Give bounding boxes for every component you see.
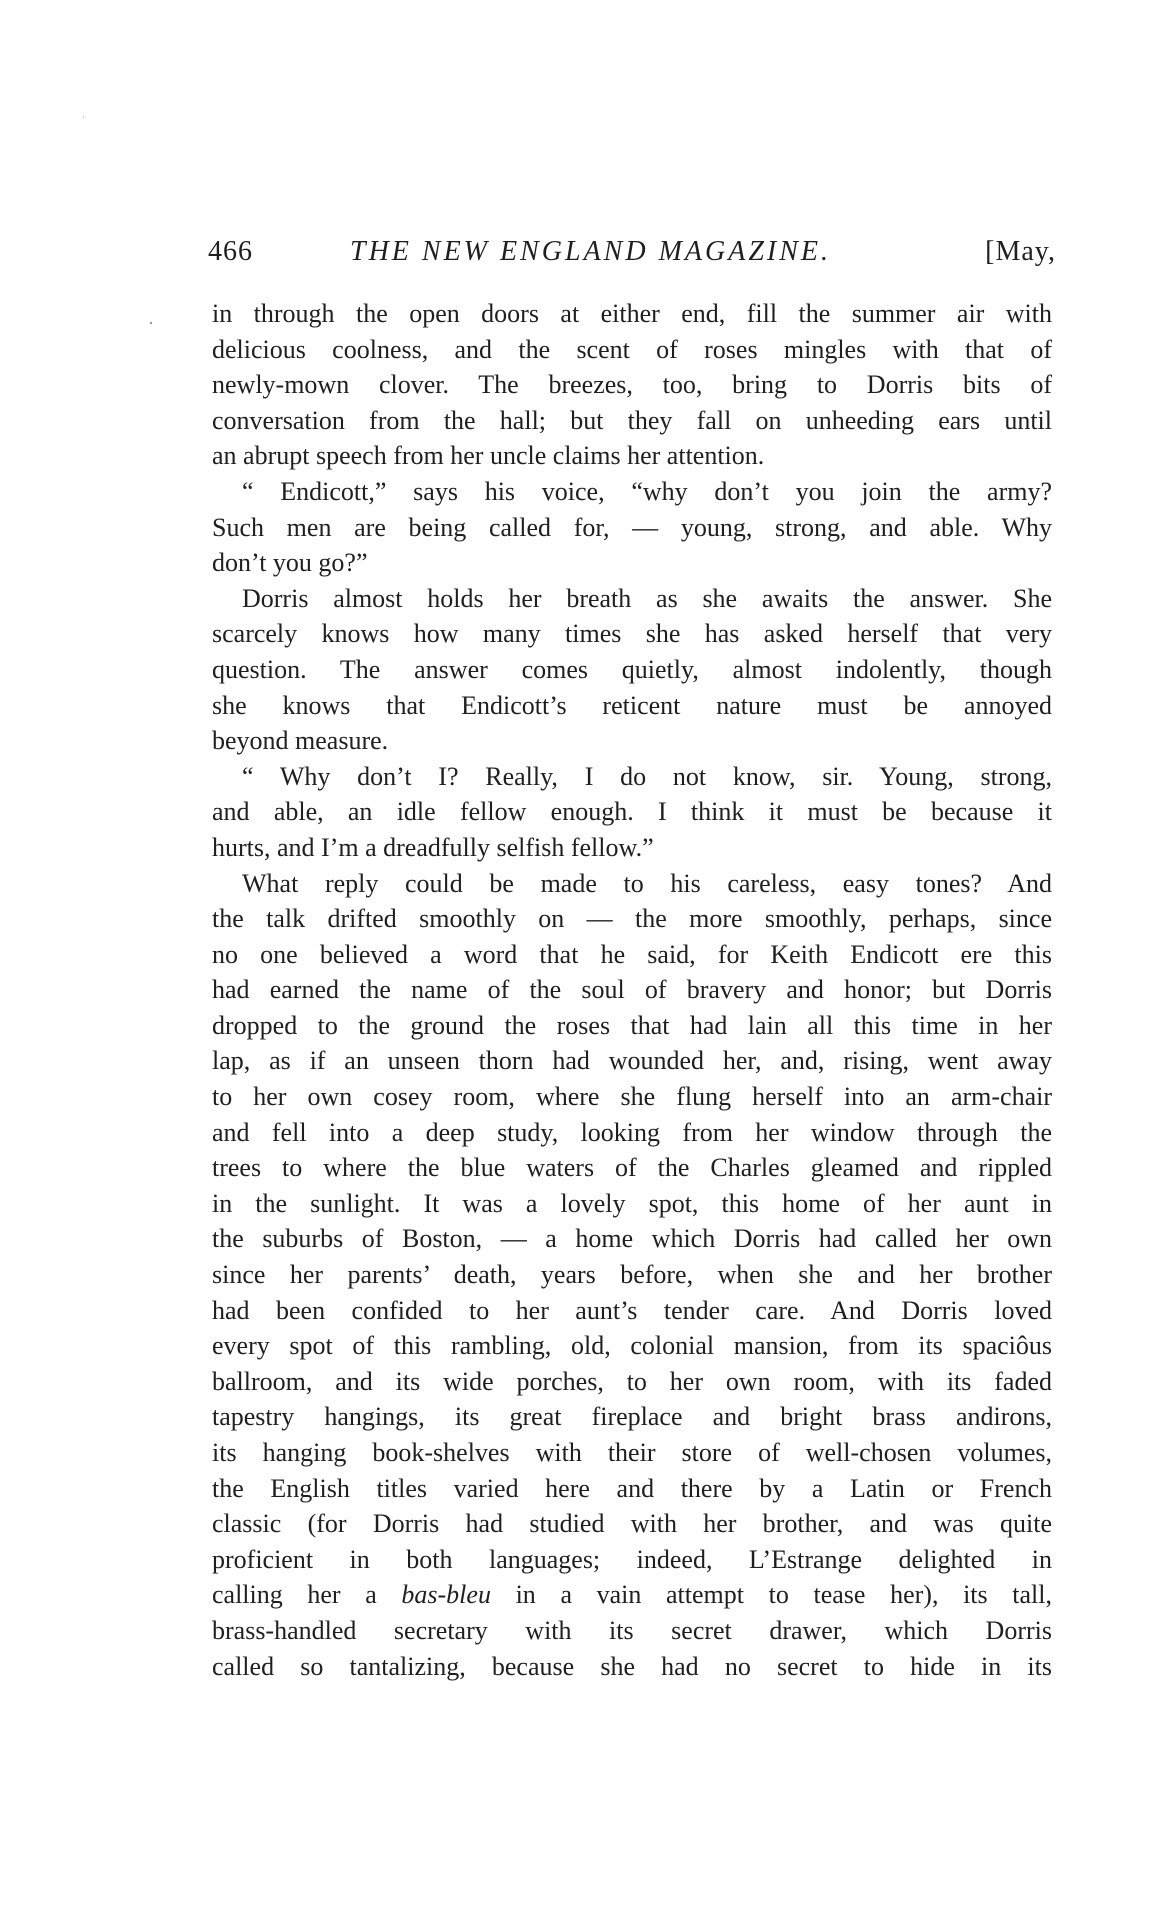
text-line: the suburbs of Boston, — a home which Dorris had called her own: [212, 1224, 1052, 1254]
text-line: she knows that Endicott’s reticent nature must be annoyed: [212, 690, 1052, 720]
stray-mark: [83, 116, 84, 118]
text-line: had been confided to her aunt’s tender care. And Dorris loved: [212, 1295, 1052, 1325]
text-line: since her parents’ death, years before, when she and her brother: [212, 1260, 1052, 1290]
running-date: [May,: [985, 236, 1056, 267]
stray-mark: [150, 322, 152, 324]
text-line: the talk drifted smoothly on — the more smoothly, perhaps, since: [212, 904, 1052, 934]
text-line: in the sunlight. It was a lovely spot, this home of her aunt in: [212, 1188, 1052, 1218]
text-line: “ Why don’t I? Really, I do not know, sir. Young, strong,: [242, 761, 1052, 791]
text-line: every spot of this rambling, old, colonial mansion, from its spaciôus: [212, 1331, 1052, 1361]
text-line: scarcely knows how many times she has asked herself that very: [212, 619, 1052, 649]
text-line: dropped to the ground the roses that had lain all this time in her: [212, 1010, 1052, 1040]
text-line: the English titles varied here and there by a Latin or French: [212, 1473, 1052, 1503]
text-line: question. The answer comes quietly, almost indolently, though: [212, 654, 1052, 684]
body-text: [212, 296, 1052, 1684]
text-line: an abrupt speech from her uncle claims her attention.: [212, 441, 765, 471]
text-line: and able, an idle fellow enough. I think it must be because it: [212, 797, 1052, 827]
text-line: and fell into a deep study, looking from her window through the: [212, 1117, 1052, 1147]
italic-term: bas-bleu: [401, 1580, 491, 1610]
text-segment: in a vain attempt to tease her), its tall,: [490, 1580, 1052, 1610]
text-line: trees to where the blue waters of the Charles gleamed and rippled: [212, 1153, 1052, 1183]
text-line: ballroom, and its wide porches, to her own room, with its faded: [212, 1366, 1052, 1396]
text-line: its hanging book-shelves with their store of well-chosen volumes,: [212, 1438, 1052, 1467]
text-line: to her own cosey room, where she flung herself into an arm-chair: [212, 1082, 1052, 1112]
running-title: THE NEW ENGLAND MAGAZINE.: [350, 236, 831, 267]
text-line: no one believed a word that he said, for Keith Endicott ere this: [212, 939, 1052, 969]
text-line: Such men are being called for, — young, strong, and able. Why: [212, 512, 1052, 542]
text-line: in through the open doors at either end, fill the summer air with: [212, 299, 1052, 328]
text-line: brass-handled secretary with its secret drawer, which Dorris: [212, 1615, 1052, 1645]
text-line: hurts, and I’m a dreadfully selfish fellow.”: [212, 832, 654, 862]
running-header: [208, 236, 1056, 276]
text-line: Dorris almost holds her breath as she awaits the answer. She: [242, 583, 1052, 613]
text-line: What reply could be made to his careless, easy tones? And: [242, 868, 1052, 898]
text-line: called so tantalizing, because she had no secret to hide in its: [212, 1651, 1052, 1681]
text-line: lap, as if an unseen thorn had wounded her, and, rising, went away: [212, 1046, 1052, 1076]
page-number: 466: [208, 236, 253, 267]
text-line: “ Endicott,” says his voice, “why don’t you join the army?: [242, 476, 1052, 506]
text-line: proficient in both languages; indeed, L’Estrange delighted in: [212, 1544, 1052, 1574]
text-line: delicious coolness, and the scent of roses mingles with that of: [212, 334, 1052, 364]
text-line: conversation from the hall; but they fall on unheeding ears until: [212, 405, 1052, 435]
text-line: beyond measure.: [212, 726, 389, 756]
text-line: newly-mown clover. The breezes, too, bring to Dorris bits of: [212, 370, 1052, 400]
text-line: classic (for Dorris had studied with her brother, and was quite: [212, 1509, 1052, 1539]
text-segment: calling her a: [212, 1580, 402, 1610]
text-line: tapestry hangings, its great fireplace and bright brass andirons,: [212, 1402, 1052, 1432]
text-line: had earned the name of the soul of bravery and honor; but Dorris: [212, 975, 1052, 1005]
text-line-with-italic: [212, 1577, 1052, 1613]
text-line: don’t you go?”: [212, 548, 368, 578]
